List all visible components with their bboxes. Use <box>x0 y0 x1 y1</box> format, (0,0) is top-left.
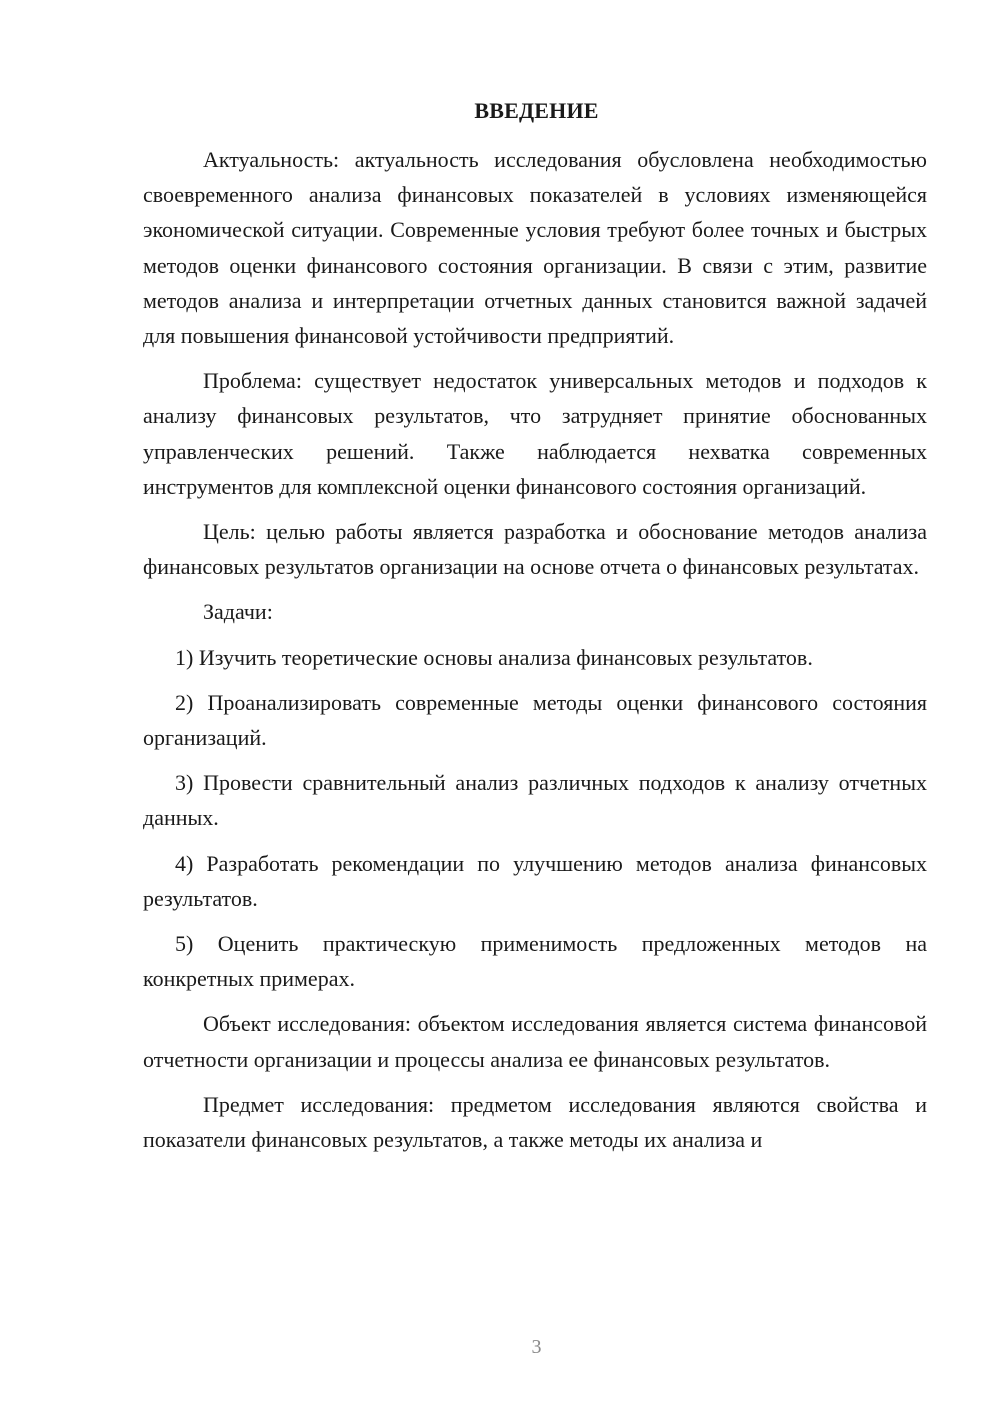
paragraph-tasks-heading: Задачи: <box>203 599 273 625</box>
section-title: ВВЕДЕНИЕ <box>474 98 599 123</box>
paragraph-relevance: Актуальность: актуальность исследования обусловлена необходимостью своевременного анализа финансовых показателей в условиях изменяющейся экономической ситуации. Современные условия требуют более точных и быстрых методов оценки финансового состояния организации. В связи с этим, развитие методов анализа и интерпретации отчетных данных становится важной задачей для повышения финансовой устойчивости предприятий. <box>143 147 927 349</box>
task-item: 5) Оценить практическую применимость предложенных методов на конкретных примерах. <box>143 931 927 992</box>
task-item: 4) Разработать рекомендации по улучшению методов анализа финансовых результатов. <box>143 850 927 911</box>
paragraph-problem: Проблема: существует недостаток универсальных методов и подходов к анализу финансовых результатов, что затрудняет принятие обоснованных управленческих решений. Также наблюдается нехватка современных инструментов для комплексной оценки финансового состояния организаций. <box>143 368 927 499</box>
page-number: 3 <box>531 1336 542 1358</box>
task-item: 1) Изучить теоретические основы анализа финансовых результатов. <box>175 644 813 670</box>
body-text <box>143 142 927 1167</box>
task-item: 3) Провести сравнительный анализ различных подходов к анализу отчетных данных. <box>143 770 927 831</box>
task-item: 2) Проанализировать современные методы оценки финансового состояния организаций. <box>143 689 927 751</box>
paragraph-subject: Предмет исследования: предметом исследования являются свойства и показатели финансовых результатов, а также методы их анализа и <box>143 1091 927 1153</box>
paragraph-goal: Цель: целью работы является разработка и обоснование методов анализа финансовых результатов организации на основе отчета о финансовых результатах. <box>143 519 927 580</box>
paragraph-object: Объект исследования: объектом исследования является система финансовой отчетности организации и процессы анализа ее финансовых результатов. <box>143 1011 927 1072</box>
